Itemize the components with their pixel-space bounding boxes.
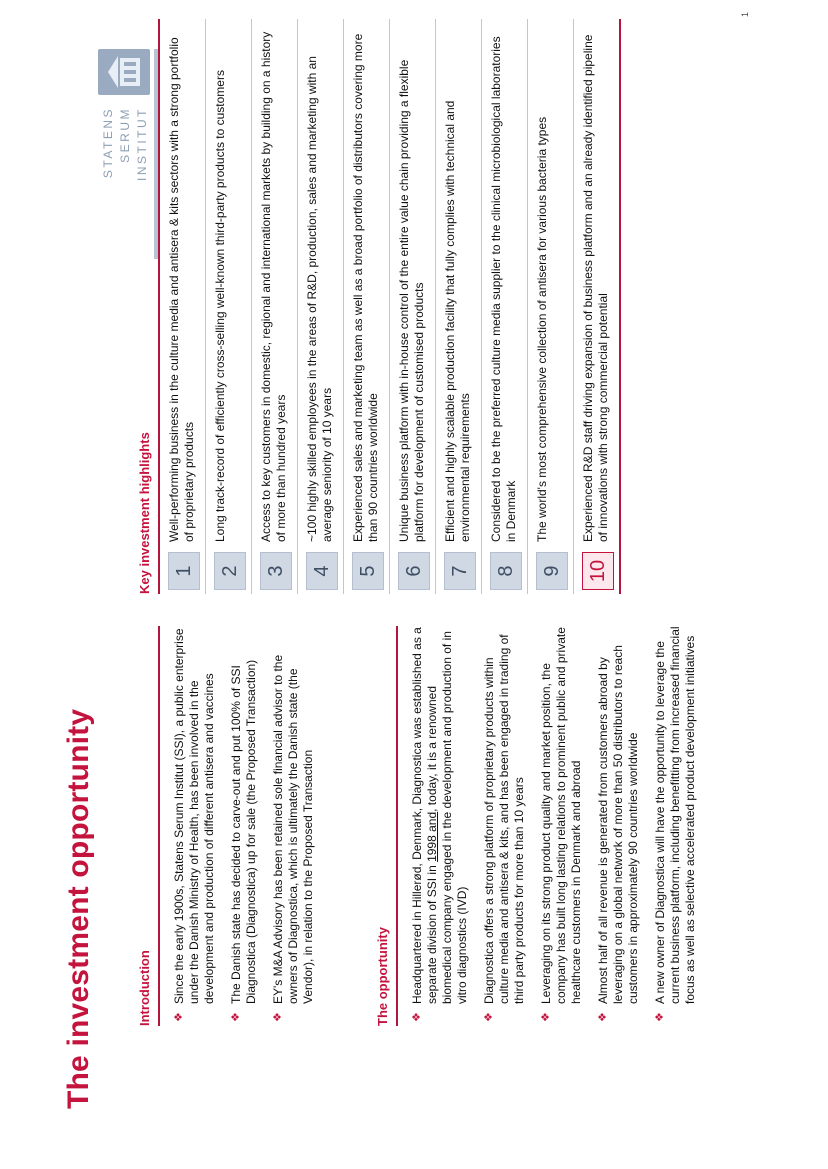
highlight-text: ~100 highly skilled employees in the areas of R&D, production, sales and marketing with an average seniority of 10 years [305,56,334,542]
highlight-row [436,19,482,594]
bullet-text: Since the early 1900s, Statens Serum Institut (SSI), a public enterprise under the Danish Ministry of Health, has been involved in the development and production of different antisera and vaccines [172,628,216,1004]
logo-line-2: SERUM [118,107,132,163]
diamond-bullet-icon: ❖ [483,1012,495,1022]
bullet-text: A new owner of Diagnostica will have the opportunity to leverage the current business platform, including benefitting from increased financial focus as well as selective accelerated product development initiatives [653,626,697,1004]
opportunity-bullet [653,626,698,1026]
logo-text [100,107,151,181]
diamond-bullet-icon: ❖ [173,1012,185,1022]
highlight-text: Long track-record of efficiently cross-selling well-known third-party products to customers [213,70,227,542]
highlight-number: 5 [352,552,384,590]
highlight-number: 1 [168,552,200,590]
highlight-text: Efficient and highly scalable production facility that fully complies with technical and environmental requirements [443,100,472,542]
highlight-number: 8 [490,552,522,590]
diamond-bullet-icon: ❖ [654,1012,666,1022]
building-icon [98,49,150,95]
opportunity-rule [396,626,398,1026]
highlight-text: Experienced sales and marketing team as well as a broad portfolio of distributors covering more than 90 countries worldwide [351,33,380,542]
roof-shape [108,56,118,88]
window-1 [124,78,136,82]
highlight-number: 2 [214,552,246,590]
highlight-text: Access to key customers in domestic, regional and international markets by building on a history of more than hundred years [259,31,288,542]
introduction-rule [158,626,160,1026]
bullet-text: Diagnostica offers a strong platform of proprietary products within culture media and antisera & kits, and has been engaged in trading of third party products for more than 10 years [482,634,526,1004]
highlight-number: 4 [306,552,338,590]
bullet-text: The Danish state has decided to carve-out and put 100% of SSI Diagnostica (Diagnostica) up for sale (the Proposed Transaction) [229,659,258,1004]
highlight-text: Unique business platform with in-house control of the entire value chain providing a flexible platform for development of customised products [397,59,426,542]
highlight-text: Considered to be the preferred culture media supplier to the clinical microbiological laboratories in Denmark [489,36,518,542]
opportunity-bullet [539,626,584,1026]
bullet-text: EY's M&A Advisory has been retained sole financial advisor to the owners of Diagnostica, which is ultimately the Danish state (the Vendor), in relation to the Proposed Transaction [271,654,315,1004]
highlight-row [390,19,436,594]
highlight-row [528,19,574,594]
logo-line-3: INSTITUT [135,107,149,181]
diamond-bullet-icon: ❖ [272,1012,284,1022]
introduction-heading: Introduction [137,950,152,1026]
introduction-bullets [172,626,328,1026]
bullet-text-part1: Headquartered in Hillerød, Denmark, Diagnostica was established as a separate division of SSI in [410,627,439,1004]
highlight-row [482,19,528,594]
page-number: 1 [740,11,750,17]
highlight-row [160,19,206,594]
opportunity-bullet [410,626,470,1026]
highlight-row [344,19,390,594]
bullet-text: Leveraging on its strong product quality and market position, the company has built long lasting relations to prominent public and private healthcare customers in Denmark and abroad [539,627,583,1004]
highlight-text: Well-performing business in the culture media and antisera & kits sectors with a strong portfolio of proprietary products [167,37,196,542]
bullet-text-underlined: 1998 and [425,811,439,862]
window-2 [124,70,136,74]
introduction-bullet [271,626,316,1026]
opportunity-bullets [410,626,710,1026]
highlight-row [574,19,621,594]
diamond-bullet-icon: ❖ [540,1012,552,1022]
highlight-text: The world's most comprehensive collection of antisera for various bacteria types [535,116,549,542]
highlight-number: 10 [582,552,614,590]
diamond-bullet-icon: ❖ [411,1012,423,1022]
opportunity-heading: The opportunity [375,927,390,1026]
page-title: The investment opportunity [62,708,95,1109]
highlights-heading: Key investment highlights [137,432,152,594]
window-3 [124,62,136,66]
introduction-bullet [172,626,217,1026]
highlight-number: 6 [398,552,430,590]
highlight-row [206,19,252,594]
opportunity-bullet [482,626,527,1026]
highlight-number: 9 [536,552,568,590]
highlight-number: 3 [260,552,292,590]
bullet-text: Almost half of all revenue is generated from customers abroad by leveraging on a global network of more than 50 distributors to reach customers in approximately 90 countries worldwide [596,645,640,1004]
highlight-number: 7 [444,552,476,590]
introduction-bullet [229,626,259,1026]
diamond-bullet-icon: ❖ [230,1012,242,1022]
highlights-list [160,19,620,594]
opportunity-bullet [596,626,641,1026]
bullet-text-part2: , today, it is a renowned biomedical company engaged in the development and production of in vitro diagnostics (IVD) [425,631,469,1004]
highlight-row [298,19,344,594]
diamond-bullet-icon: ❖ [597,1012,609,1022]
highlight-row [252,19,298,594]
highlight-text: Experienced R&D staff driving expansion of business platform and an already identified pipeline of innovations with strong commercial potential [581,34,610,542]
logo-line-1: STATENS [101,107,115,179]
